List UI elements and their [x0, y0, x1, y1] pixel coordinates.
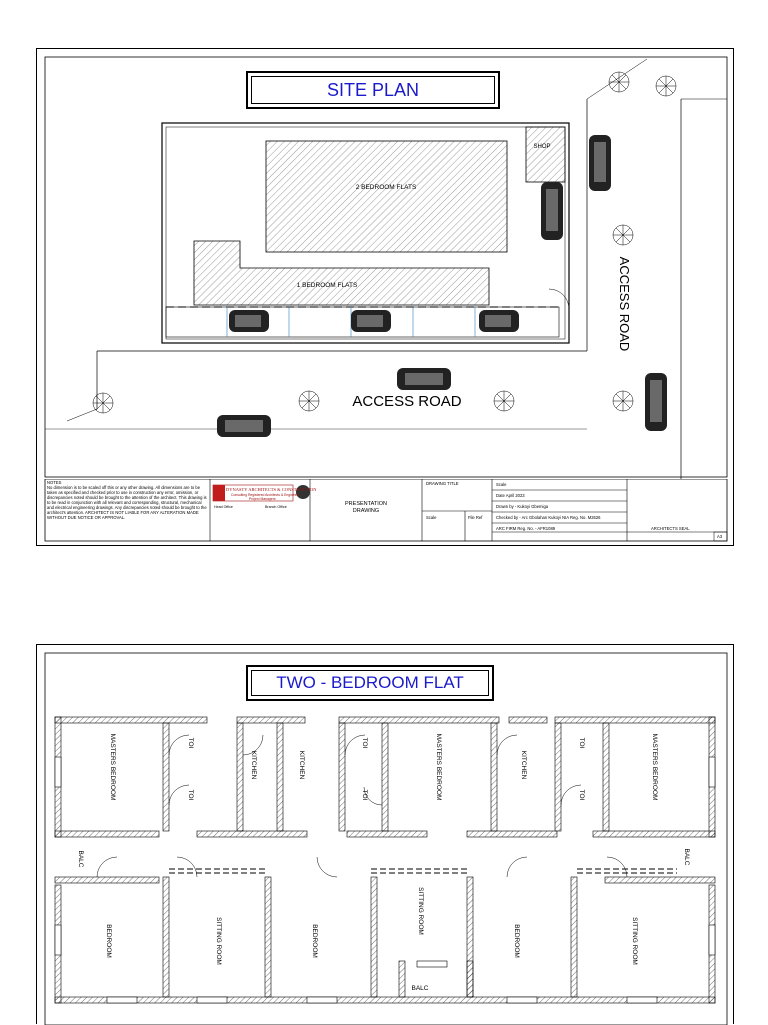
- site-plan-drawing: [37, 49, 735, 479]
- arc-firm-field: ARC FIRM Reg. No. - AFR1089: [496, 526, 556, 531]
- room-toi: TOI: [578, 737, 585, 749]
- one-bedroom-label: 1 BEDROOM FLATS: [296, 282, 358, 289]
- two-bedroom-label: 2 BEDROOM FLATS: [355, 184, 417, 191]
- room-bedroom: BEDROOM: [105, 924, 112, 958]
- site-plan-sheet: [36, 48, 734, 546]
- notes-text: No dimension is to be scaled off this or any other drawing. All dimensions are to be taken as specified and checked prior to use in construction any error, omission, or discrepancies noted should be brought to the attention of the architect. This drawing is to be read in conjunction with all relevant and corresponding, structural, mechanical and electrical engineering drawings. Any discrepancies noted should be brought to the architect's attention. ARCHITECT IS NOT LIABLE FOR ANY ALTERATION MADE WITHOUT DUE NOTICE OR APPROVAL.: [47, 485, 207, 520]
- room-balc: BALC: [77, 850, 84, 868]
- site-plan-title: SITE PLAN: [326, 79, 420, 100]
- scale-field: Scale: [496, 482, 507, 487]
- room-toi: TOI: [578, 789, 585, 801]
- room-masters-bedroom: MASTERS BEDROOM: [109, 733, 116, 801]
- architects-seal-label: ARCHITECTS SEAL: [651, 526, 690, 531]
- room-toi: TOI: [187, 789, 194, 801]
- room-sitting-room: SITTING ROOM: [631, 917, 638, 965]
- head-office-label: Head Office: [214, 505, 233, 509]
- presentation-label: PRESENTATION: [345, 501, 387, 507]
- firm-tagline: Consulting Registered Architects & Engineers: [231, 493, 300, 497]
- shop-label: SHOP: [533, 144, 551, 150]
- room-sitting-room: SITTING ROOM: [417, 887, 424, 935]
- notes-block: [47, 480, 207, 540]
- walls: [55, 717, 715, 1003]
- access-road-vertical-label: ACCESS ROAD: [617, 256, 632, 352]
- branch-office-label: Branch Office: [265, 505, 287, 509]
- sheet-size-label: A3: [717, 534, 723, 539]
- floor-plan-title: TWO - BEDROOM FLAT: [276, 673, 464, 692]
- room-masters-bedroom: MASTERS BEDROOM: [435, 733, 442, 801]
- room-bedroom: BEDROOM: [513, 924, 520, 958]
- shop-block: [526, 127, 565, 182]
- floor-plan-sheet: [36, 644, 734, 1024]
- room-toi: TOI: [361, 737, 368, 749]
- two-bedroom-block: [266, 141, 507, 252]
- firm-sub: Project Managers: [249, 497, 276, 501]
- firm-name: DYNASTY ARCHITECTS & CONSTRUCTION: [226, 487, 317, 492]
- drawn-by-field: Drawn by - Kukoyi Gbemiga: [496, 504, 549, 509]
- drawing-label: DRAWING: [352, 508, 380, 514]
- notes-heading: NOTES: [47, 480, 62, 485]
- room-bedroom: BEDROOM: [311, 924, 318, 958]
- floor-plan-drawing: [37, 645, 735, 1025]
- room-balc: BALC: [411, 985, 429, 992]
- room-masters-bedroom: MASTERS BEDROOM: [651, 733, 658, 801]
- file-ref-label: File Ref: [468, 515, 483, 520]
- access-road-horizontal-label: ACCESS ROAD: [352, 393, 462, 410]
- date-field: Date April 2023: [496, 493, 525, 498]
- room-kitchen: KITCHEN: [298, 750, 305, 780]
- room-toi: TOI: [361, 789, 368, 801]
- room-kitchen: KITCHEN: [520, 750, 527, 780]
- room-toi: TOI: [187, 737, 194, 749]
- drawing-title-label: DRAWING TITLE: [426, 481, 459, 486]
- room-kitchen: KITCHEN: [250, 750, 257, 780]
- checked-by-field: Checked by - Arc Gbolahan Kukoyi NIA Reg. No. M2626: [496, 515, 601, 520]
- room-balc: BALC: [683, 848, 690, 866]
- room-sitting-room: SITTING ROOM: [215, 917, 222, 965]
- scale-label: Scale: [426, 515, 437, 520]
